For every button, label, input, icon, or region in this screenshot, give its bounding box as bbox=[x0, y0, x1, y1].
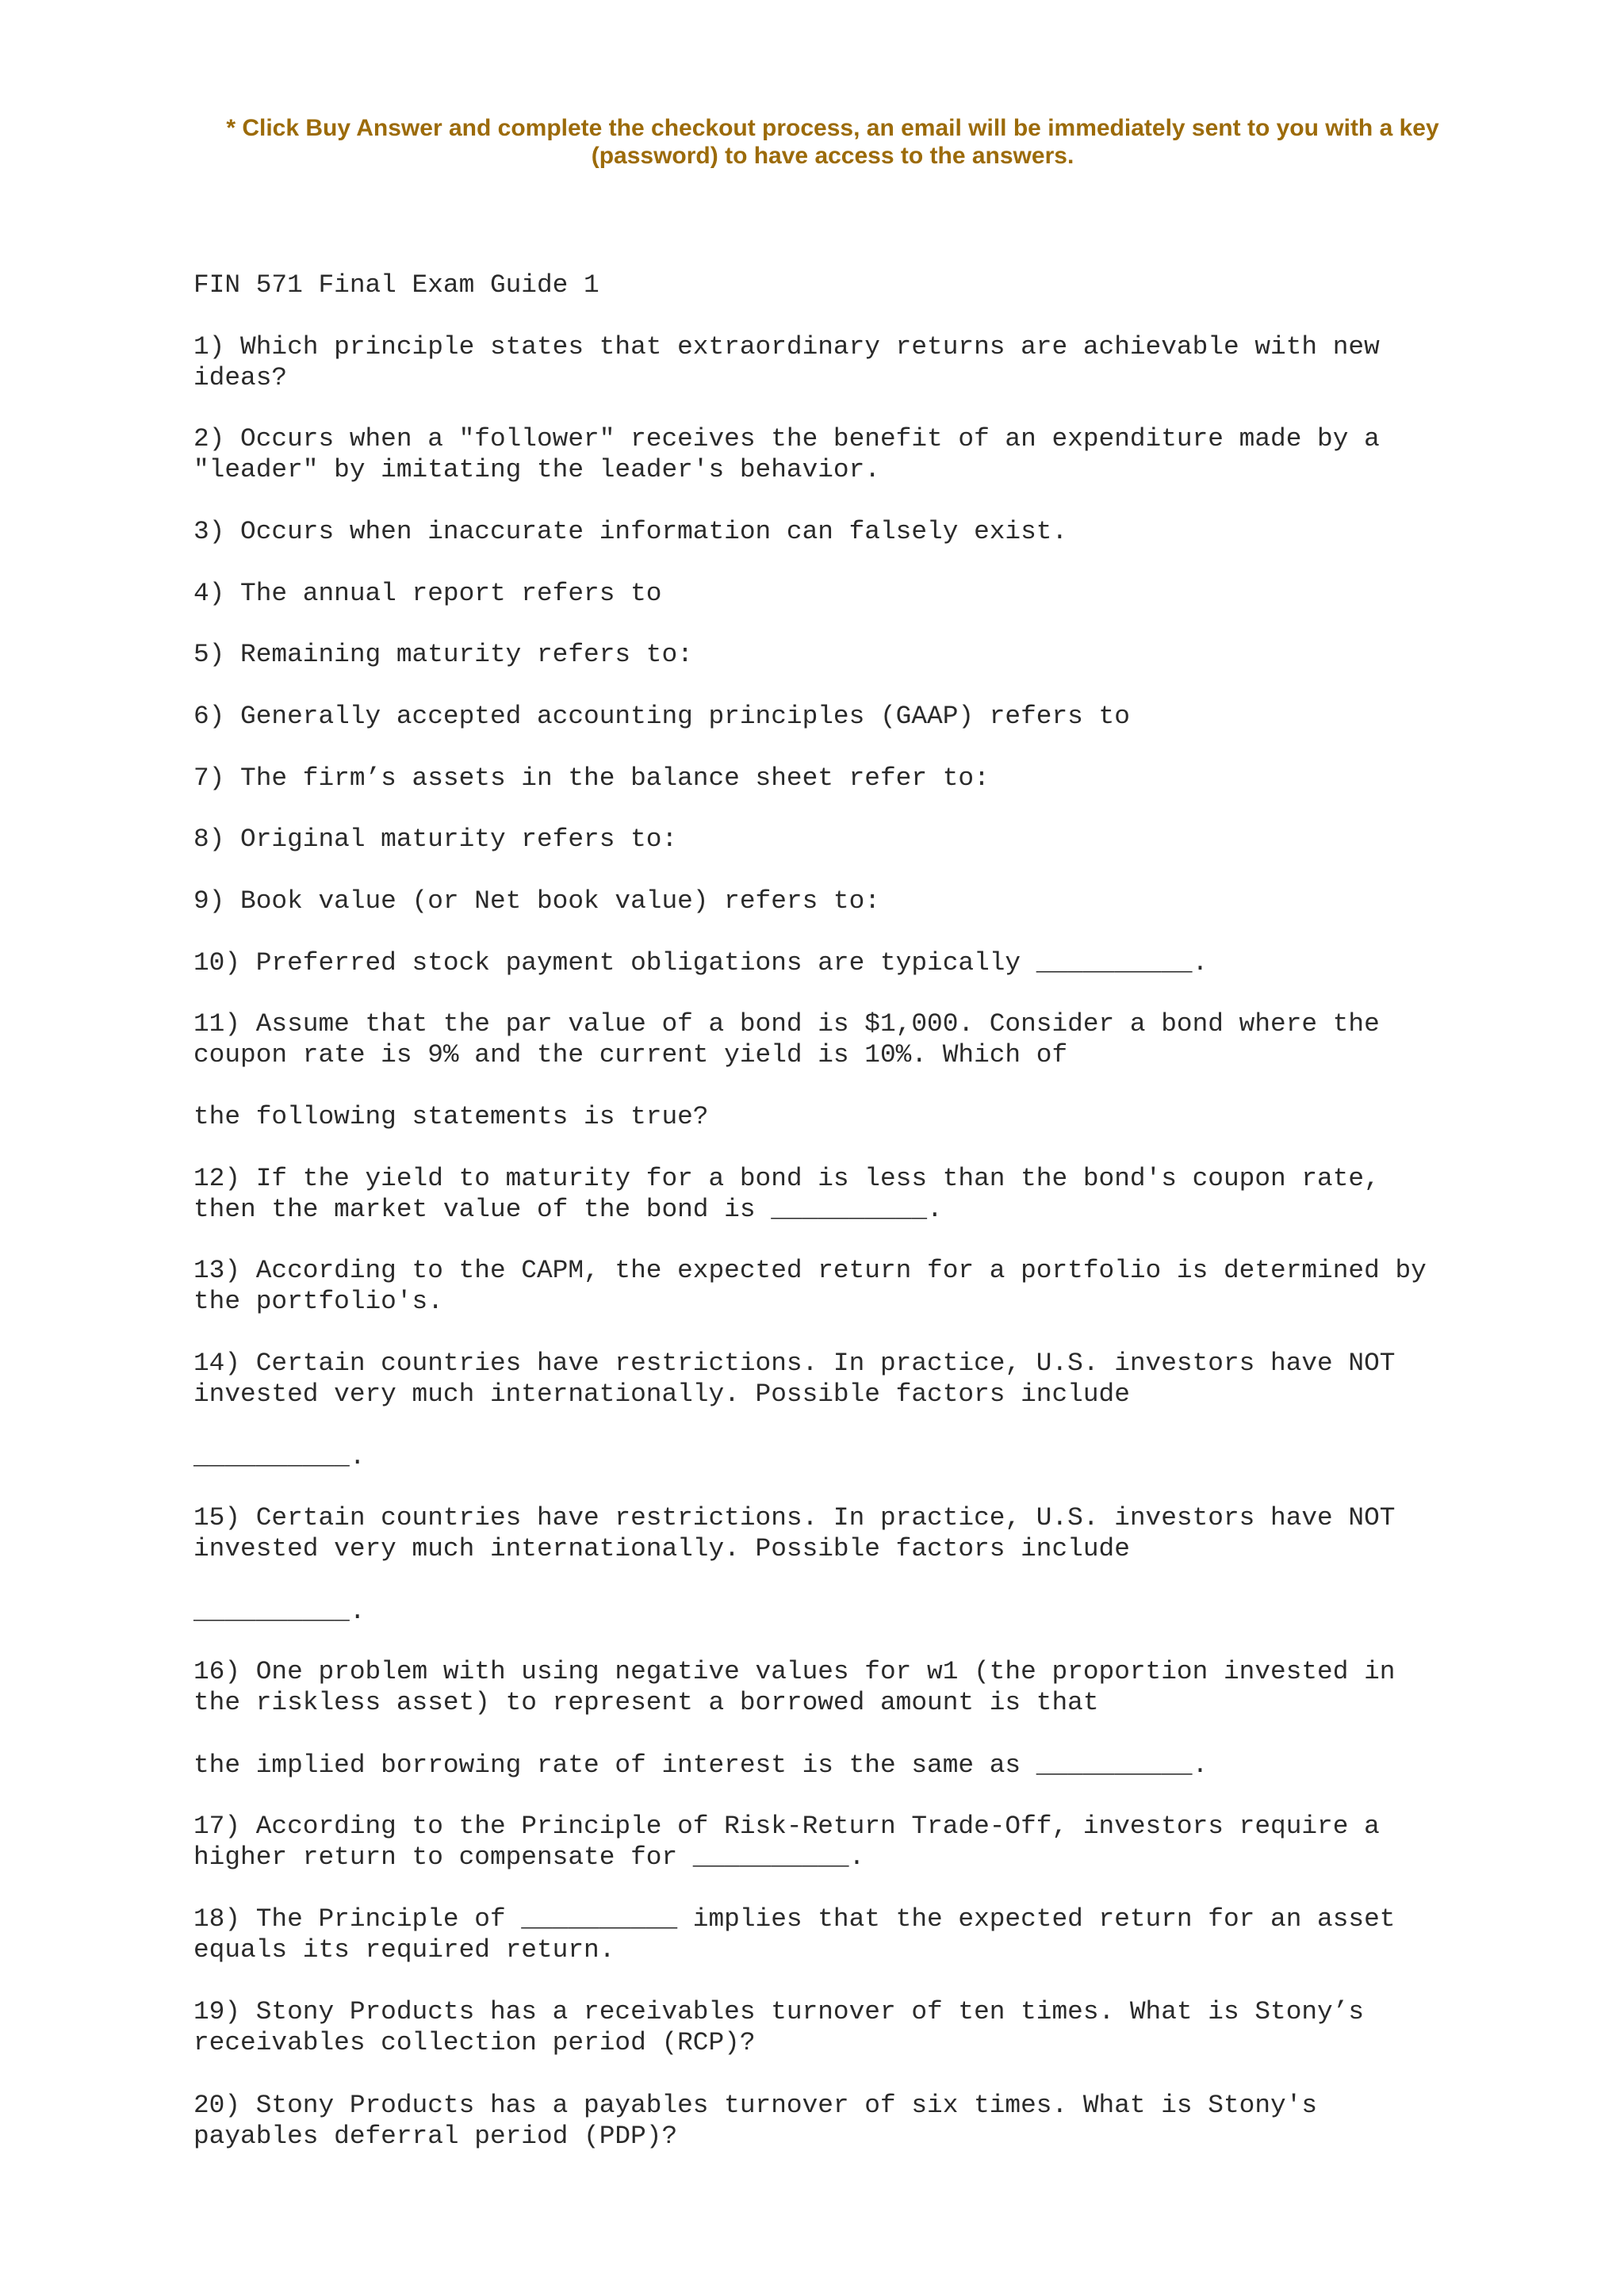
question-5: 5) Remaining maturity refers to: bbox=[193, 640, 693, 669]
question-15-line-2: invested very much internationally. Possible factors include bbox=[193, 1534, 1130, 1563]
question-20-line-2: payables deferral period (PDP)? bbox=[193, 2122, 678, 2151]
question-13-line-2: the portfolio's. bbox=[193, 1287, 443, 1316]
question-15-line-3: __________. bbox=[193, 1597, 366, 1626]
question-15-line-1: 15) Certain countries have restrictions. In practice, U.S. investors have NOT bbox=[193, 1503, 1396, 1533]
purchase-notice-line-1: * Click Buy Answer and complete the checkout process, an email will be immediately sent to you with a key bbox=[226, 115, 1439, 141]
question-1-line-1: 1) Which principle states that extraordinary returns are achievable with new bbox=[193, 332, 1380, 362]
question-12-line-2: then the market value of the bond is __________. bbox=[193, 1195, 943, 1224]
question-1-line-2: ideas? bbox=[193, 363, 288, 392]
question-2-line-1: 2) Occurs when a "follower" receives the benefit of an expenditure made by a bbox=[193, 424, 1380, 453]
question-7: 7) The firm’s assets in the balance sheet refer to: bbox=[193, 763, 990, 793]
question-16-line-2: the riskless asset) to represent a borrowed amount is that bbox=[193, 1688, 1099, 1717]
question-11-line-3: the following statements is true? bbox=[193, 1102, 709, 1131]
question-18-line-1: 18) The Principle of __________ implies that the expected return for an asset bbox=[193, 1904, 1396, 1934]
question-9: 9) Book value (or Net book value) refers to: bbox=[193, 886, 880, 916]
question-8: 8) Original maturity refers to: bbox=[193, 825, 678, 854]
question-20-line-1: 20) Stony Products has a payables turnover of six times. What is Stony's bbox=[193, 2091, 1318, 2120]
question-4: 4) The annual report refers to bbox=[193, 579, 662, 608]
question-14-line-3: __________. bbox=[193, 1442, 366, 1471]
question-19-line-2: receivables collection period (RCP)? bbox=[193, 2028, 756, 2057]
question-11-line-2: coupon rate is 9% and the current yield is 10%. Which of bbox=[193, 1040, 1068, 1070]
question-2-line-2: "leader" by imitating the leader's behavior. bbox=[193, 455, 880, 484]
question-18-line-2: equals its required return. bbox=[193, 1935, 615, 1965]
question-16-line-1: 16) One problem with using negative values for w1 (the proportion invested in bbox=[193, 1657, 1396, 1686]
question-11-line-1: 11) Assume that the par value of a bond is $1,000. Consider a bond where the bbox=[193, 1009, 1380, 1039]
question-17-line-2: higher return to compensate for __________. bbox=[193, 1843, 865, 1872]
purchase-notice-line-2: (password) to have access to the answers. bbox=[591, 143, 1074, 169]
question-19-line-1: 19) Stony Products has a receivables turnover of ten times. What is Stony’s bbox=[193, 1997, 1365, 2026]
question-14-line-1: 14) Certain countries have restrictions. In practice, U.S. investors have NOT bbox=[193, 1349, 1396, 1378]
purchase-notice bbox=[174, 114, 1491, 170]
question-14-line-2: invested very much internationally. Possible factors include bbox=[193, 1380, 1130, 1409]
question-6: 6) Generally accepted accounting principles (GAAP) refers to bbox=[193, 702, 1130, 731]
question-10: 10) Preferred stock payment obligations are typically __________. bbox=[193, 948, 1208, 978]
document-title: FIN 571 Final Exam Guide 1 bbox=[193, 270, 599, 300]
question-12-line-1: 12) If the yield to maturity for a bond is less than the bond's coupon rate, bbox=[193, 1164, 1380, 1193]
question-17-line-1: 17) According to the Principle of Risk-Return Trade-Off, investors require a bbox=[193, 1812, 1380, 1841]
question-13-line-1: 13) According to the CAPM, the expected return for a portfolio is determined by bbox=[193, 1256, 1427, 1285]
question-16-line-3: the implied borrowing rate of interest is the same as __________. bbox=[193, 1751, 1208, 1780]
question-3: 3) Occurs when inaccurate information can falsely exist. bbox=[193, 517, 1068, 546]
